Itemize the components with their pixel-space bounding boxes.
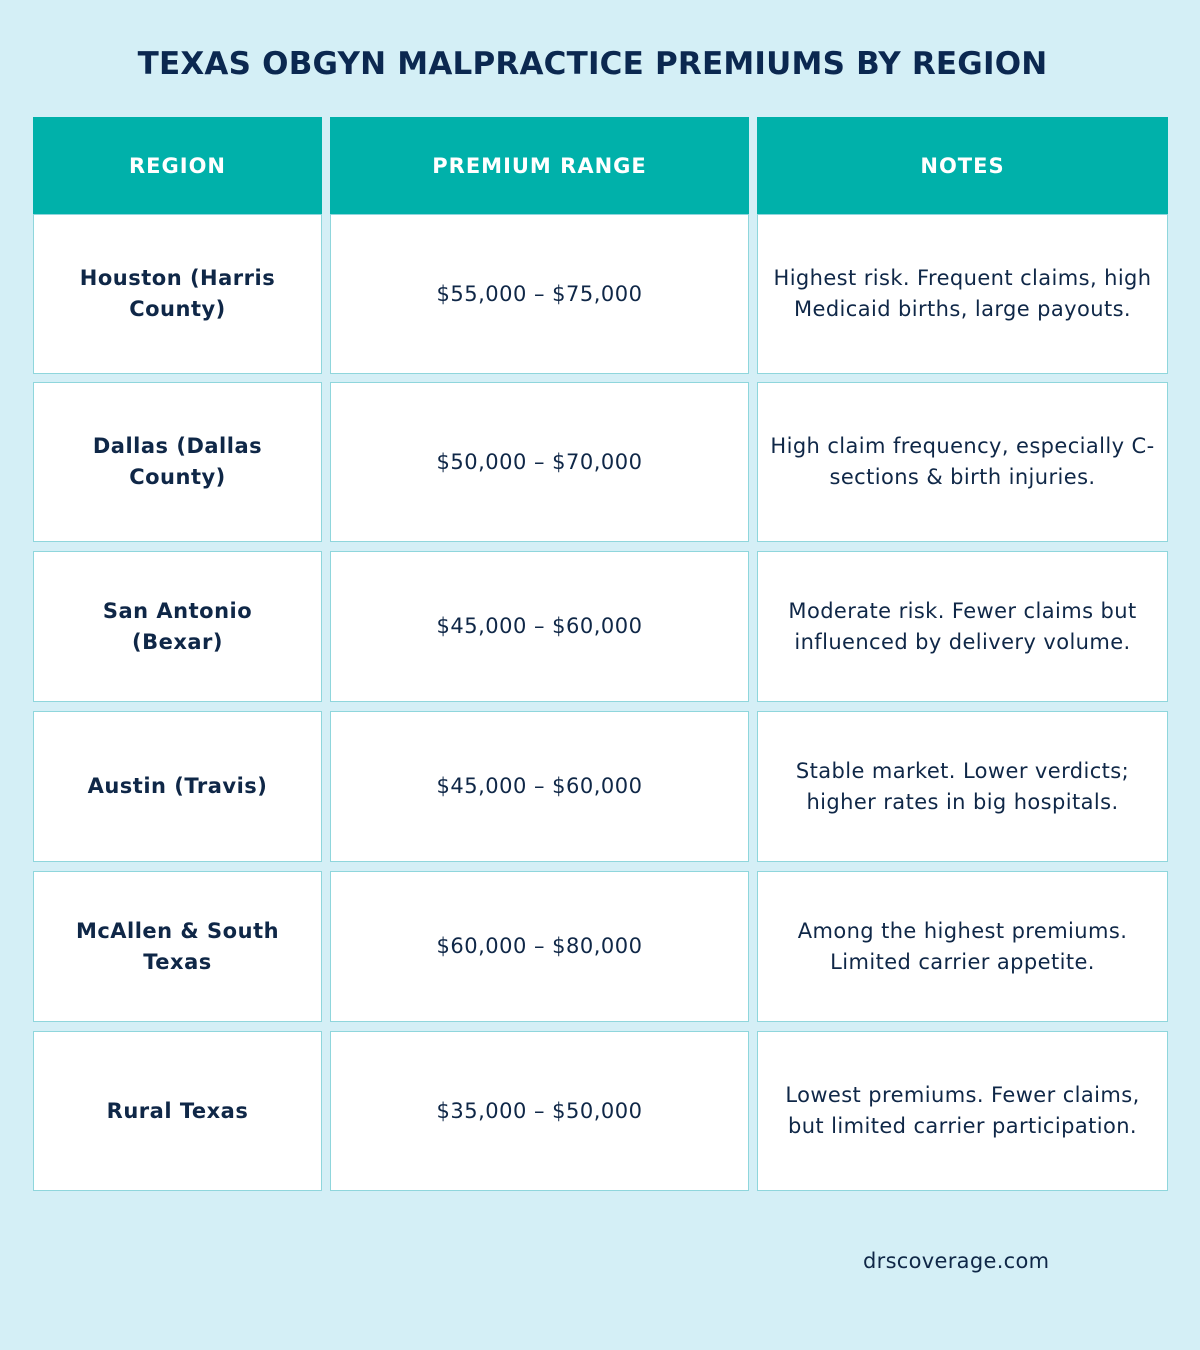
table-row-premium: $45,000 – $60,000 bbox=[330, 551, 749, 702]
table-row-premium: $45,000 – $60,000 bbox=[330, 711, 749, 862]
table-row-region: San Antonio (Bexar) bbox=[33, 551, 322, 702]
table-row-premium: $50,000 – $70,000 bbox=[330, 382, 749, 542]
header-region: REGION bbox=[33, 117, 322, 214]
table-row-notes: Among the highest premiums. Limited carrier appetite. bbox=[757, 871, 1168, 1022]
table-row-premium: $35,000 – $50,000 bbox=[330, 1031, 749, 1191]
table-row-premium: $55,000 – $75,000 bbox=[330, 214, 749, 374]
table-row-region: Houston (Harris County) bbox=[33, 214, 322, 374]
table-row-region: McAllen & South Texas bbox=[33, 871, 322, 1022]
header-notes: NOTES bbox=[757, 117, 1168, 214]
footer-website: drscoverage.com bbox=[863, 1249, 1050, 1273]
table-row-notes: Stable market. Lower verdicts; higher rates in big hospitals. bbox=[757, 711, 1168, 862]
table-row-notes: Moderate risk. Fewer claims but influenced by delivery volume. bbox=[757, 551, 1168, 702]
table-row-region: Austin (Travis) bbox=[33, 711, 322, 862]
header-premium-range: PREMIUM RANGE bbox=[330, 117, 749, 214]
table-row-notes: Lowest premiums. Fewer claims, but limited carrier participation. bbox=[757, 1031, 1168, 1191]
table-row-region: Dallas (Dallas County) bbox=[33, 382, 322, 542]
table-row-notes: Highest risk. Frequent claims, high Medicaid births, large payouts. bbox=[757, 214, 1168, 374]
table-row-notes: High claim frequency, especially C-sections & birth injuries. bbox=[757, 382, 1168, 542]
table-row-premium: $60,000 – $80,000 bbox=[330, 871, 749, 1022]
table-row-region: Rural Texas bbox=[33, 1031, 322, 1191]
page-title: TEXAS OBGYN MALPRACTICE PREMIUMS BY REGION bbox=[137, 46, 1048, 82]
